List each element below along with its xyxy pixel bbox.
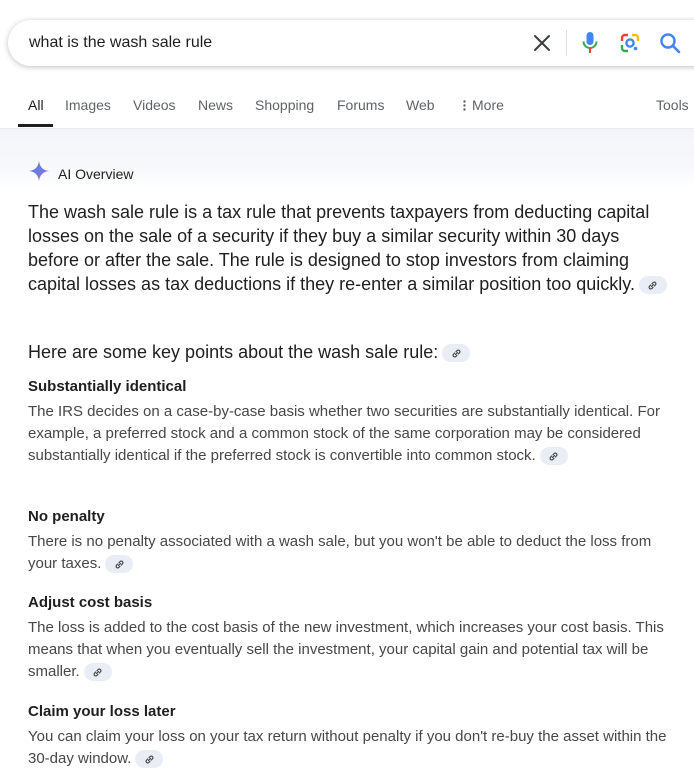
point-body xyxy=(28,617,668,683)
tab-shopping[interactable]: Shopping xyxy=(255,97,315,113)
point-body-text: The IRS decides on a case-by-case basis whether two securities are substantially identical. For example, a preferred stock and a common stock of the same corporation may be considered substantially identical if the preferred stock is convertible into common stock. xyxy=(28,403,660,464)
google-lens-icon[interactable] xyxy=(618,31,642,55)
key-points-heading-text: Here are some key points about the wash sale rule: xyxy=(28,342,439,362)
link-icon[interactable] xyxy=(135,750,163,768)
summary-text: The wash sale rule is a tax rule that prevents taxpayers from deducting capital losses on the sale of a security if they buy a similar security within 30 days before or after the sale. The rule is designed to stop investors from claiming capital losses as tax deductions if they re-enter a similar position too quickly. xyxy=(28,202,650,294)
point-body xyxy=(28,726,668,770)
search-bar[interactable] xyxy=(8,20,694,66)
ai-overview-label xyxy=(28,160,133,187)
search-tabs xyxy=(0,84,694,129)
tab-forums[interactable]: Forums xyxy=(337,97,385,113)
microphone-icon[interactable] xyxy=(578,31,602,55)
search-icon[interactable] xyxy=(658,31,682,55)
tab-more-label: More xyxy=(472,97,504,113)
ai-overview-summary xyxy=(28,200,668,296)
point-body xyxy=(28,401,668,467)
link-icon[interactable] xyxy=(540,447,568,465)
point-body-text: The loss is added to the cost basis of the new investment, which increases your cost basis. This means that when you eventually sell the investment, your capital gain and potential tax will be smaller. xyxy=(28,619,664,680)
close-icon[interactable] xyxy=(530,31,554,55)
sparkle-icon xyxy=(28,160,50,187)
tab-news[interactable]: News xyxy=(198,97,234,113)
point-title: Claim your loss later xyxy=(28,703,176,720)
tab-images[interactable]: Images xyxy=(65,97,111,113)
point-body xyxy=(28,531,668,575)
point-title: No penalty xyxy=(28,508,105,525)
ai-overview-title: AI Overview xyxy=(58,165,134,182)
tools-button[interactable]: Tools xyxy=(656,97,689,113)
active-tab-indicator xyxy=(18,124,53,127)
link-icon[interactable] xyxy=(105,555,133,573)
tab-more[interactable] xyxy=(463,97,504,114)
key-points-heading xyxy=(28,340,688,364)
point-body-text: There is no penalty associated with a wash sale, but you won't be able to deduct the loss from your taxes. xyxy=(28,533,652,572)
search-input[interactable]: what is the wash sale rule xyxy=(29,34,213,51)
link-icon[interactable] xyxy=(639,276,667,294)
vertical-dots-icon xyxy=(463,98,466,114)
tab-all[interactable]: All xyxy=(28,97,44,113)
point-title: Substantially identical xyxy=(28,378,187,395)
point-title: Adjust cost basis xyxy=(28,594,153,611)
link-icon[interactable] xyxy=(442,344,470,362)
link-icon[interactable] xyxy=(84,663,112,681)
point-body-text: You can claim your loss on your tax return without penalty if you don't re-buy the asset within the 30-day window. xyxy=(28,728,667,767)
search-divider xyxy=(566,30,567,56)
tab-web[interactable]: Web xyxy=(406,97,435,113)
tab-videos[interactable]: Videos xyxy=(133,97,176,113)
